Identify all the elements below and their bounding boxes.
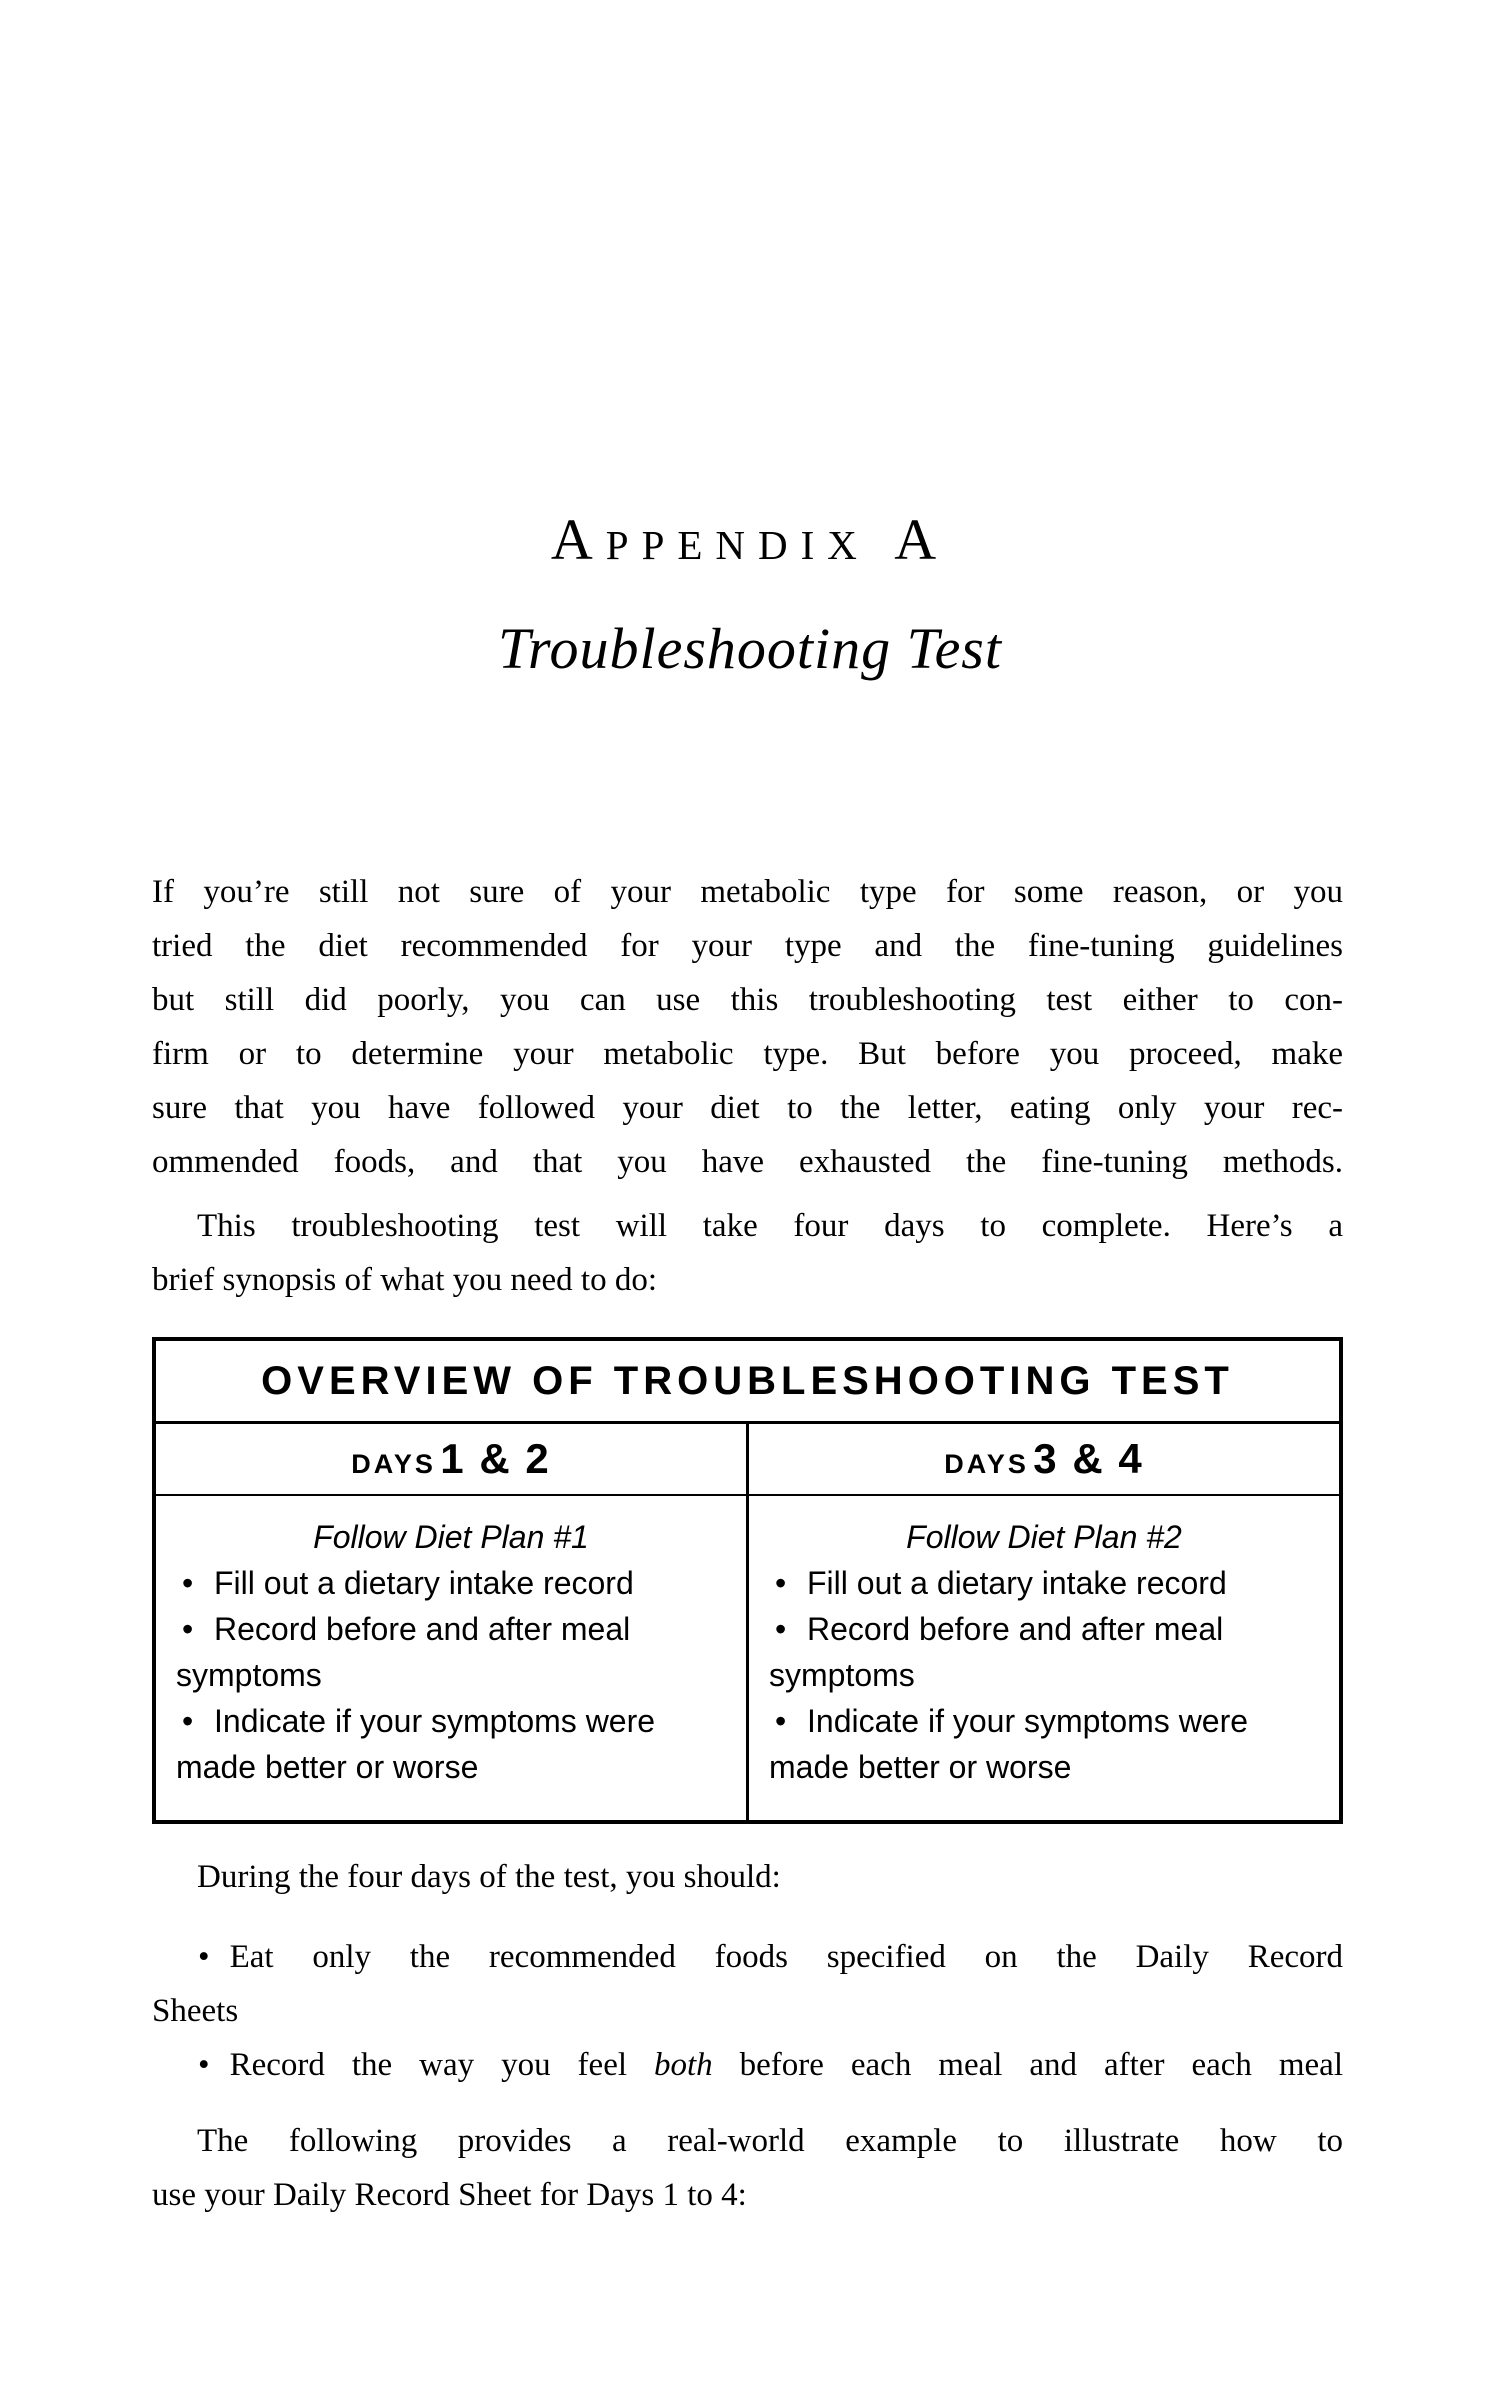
- cell-wrap-line: symptoms: [176, 1657, 322, 1693]
- days-numbers: 1 & 2: [440, 1435, 551, 1482]
- todo-item-text: Eat only the recommended foods specified on the Daily Record: [229, 1939, 1343, 1975]
- cell-line-text: Fill out a dietary intake record: [807, 1565, 1227, 1601]
- todo-item-emphasis: both: [653, 2047, 713, 2083]
- todo-item-2: [152, 2038, 1343, 2092]
- synopsis-paragraph: [152, 1199, 1343, 1307]
- cell-wrap-line: symptoms: [769, 1657, 915, 1693]
- bullet-icon: •: [775, 1611, 787, 1647]
- intro-line: ommended foods, and that you have exhausted the fine-tuning methods.: [152, 1144, 1343, 1180]
- bullet-icon: •: [775, 1565, 787, 1601]
- diet-plan-heading: Follow Diet Plan #1: [313, 1519, 589, 1555]
- cell-line-text: Indicate if your symptoms were: [807, 1703, 1249, 1739]
- days-numbers: 3 & 4: [1033, 1435, 1144, 1482]
- intro-line: firm or to determine your metabolic type. But before you proceed, make: [152, 1036, 1343, 1072]
- column-header-days-3-4: [749, 1424, 1339, 1494]
- intro-line: sure that you have followed your diet to the letter, eating only your rec-: [152, 1090, 1343, 1126]
- todo-item-text: before each meal and after each meal: [712, 2047, 1343, 2083]
- bullet-icon: •: [182, 1611, 194, 1647]
- intro-paragraph: [152, 865, 1343, 1189]
- cell-line-text: Record before and after meal: [214, 1611, 631, 1647]
- cell-bullet-line: [769, 1698, 1319, 1744]
- table-header-row: [156, 1424, 1339, 1496]
- intro-line: If you’re still not sure of your metabolic type for some reason, or you: [152, 874, 1343, 910]
- cell-days-1-2: [156, 1496, 749, 1820]
- cell-bullet-line: [769, 1606, 1319, 1652]
- closing-line: The following provides a real-world example to illustrate how to: [197, 2123, 1343, 2159]
- cell-wrap-line: made better or worse: [176, 1749, 479, 1785]
- closing-line: use your Daily Record Sheet for Days 1 to 4:: [152, 2177, 747, 2213]
- cell-bullet-line: [176, 1698, 726, 1744]
- during-paragraph: [152, 1850, 1343, 1904]
- table-body-row: [156, 1496, 1339, 1820]
- bullet-icon: •: [198, 2047, 210, 2083]
- bullet-icon: •: [775, 1703, 787, 1739]
- bullet-icon: •: [198, 1939, 210, 1975]
- column-header-days-1-2: [156, 1424, 749, 1494]
- bullet-icon: •: [182, 1565, 194, 1601]
- cell-wrap-line: made better or worse: [769, 1749, 1072, 1785]
- cell-bullet-line: [176, 1560, 726, 1606]
- synopsis-line: This troubleshooting test will take four days to complete. Here’s a: [197, 1208, 1343, 1244]
- overview-table: [152, 1337, 1343, 1824]
- days-label: DAYS: [944, 1449, 1029, 1479]
- cell-days-3-4: [749, 1496, 1339, 1820]
- closing-paragraph: [152, 2114, 1343, 2222]
- cell-line-text: Indicate if your symptoms were: [214, 1703, 656, 1739]
- cell-line-text: Record before and after meal: [807, 1611, 1224, 1647]
- during-line: During the four days of the test, you should:: [197, 1859, 781, 1895]
- synopsis-line: brief synopsis of what you need to do:: [152, 1262, 658, 1298]
- appendix-kicker: Appendix A: [550, 507, 950, 572]
- bullet-icon: •: [182, 1703, 194, 1739]
- cell-bullet-line: [769, 1560, 1319, 1606]
- todo-list: [152, 1930, 1343, 2092]
- cell-line-text: Fill out a dietary intake record: [214, 1565, 634, 1601]
- diet-plan-heading: Follow Diet Plan #2: [906, 1519, 1182, 1555]
- days-label: DAYS: [351, 1449, 436, 1479]
- intro-line: tried the diet recommended for your type and the fine-tuning guidelines: [152, 928, 1343, 964]
- text-column: [152, 865, 1343, 2222]
- page-title: Troubleshooting Test: [498, 616, 1002, 681]
- todo-item-text: Record the way you feel: [229, 2047, 654, 2083]
- todo-item-1-wrap: Sheets: [152, 1993, 239, 2029]
- intro-line: but still did poorly, you can use this troubleshooting test either to con-: [152, 982, 1343, 1018]
- cell-bullet-line: [176, 1606, 726, 1652]
- table-title: OVERVIEW OF TROUBLESHOOTING TEST: [156, 1341, 1339, 1424]
- todo-item-1: [152, 1930, 1343, 1984]
